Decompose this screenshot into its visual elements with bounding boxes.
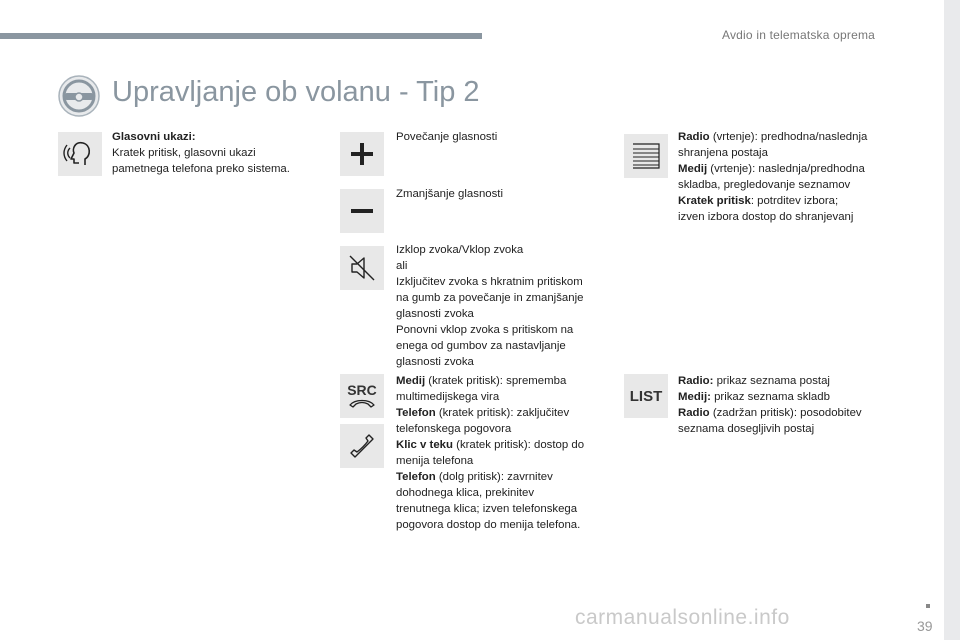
mute-description: Izklop zvoka/Vklop zvoka ali Izključitev zvoka s hkratnim pritiskom na gumb za povečanje in zmanjšanje glasnosti zvoka Ponovni vklop zvoka s pritiskom na enega od gumbov za nastavljanje glasnosti zvoka	[396, 244, 584, 368]
thumbwheel-button[interactable]	[624, 134, 668, 178]
phone-button[interactable]	[340, 424, 384, 468]
page-dot	[926, 604, 930, 608]
list-label: LIST	[629, 387, 663, 405]
watermark: carmanualsonline.info	[575, 606, 790, 629]
thumbwheel-description: Radio (vrtenje): predhodna/naslednja shranjena postaja Medij (vrtenje): naslednja/predhodna skladba, pregledovanje seznamov Kratek pritisk: potrditev izbora; izven izbora dostop do shranjevanj	[678, 131, 868, 223]
voice-command-description: Glasovni ukazi: Kratek pritisk, glasovni ukazi pametnega telefona preko sistema.	[112, 131, 290, 175]
page-title: Upravljanje ob volanu - Tip 2	[112, 76, 480, 108]
steering-wheel-icon	[57, 74, 101, 118]
minus-icon	[349, 198, 375, 224]
plus-icon	[349, 141, 375, 167]
mute-icon	[347, 253, 377, 283]
phone-hangup-icon	[347, 397, 377, 409]
page-number: 39	[917, 618, 933, 634]
volume-down-description: Zmanjšanje glasnosti	[396, 188, 503, 200]
list-description: Radio: prikaz seznama postaj Medij: prikaz seznama skladb Radio (zadržan pritisk): posodobitev seznama dosegljivih postaj	[678, 375, 862, 435]
src-label: SRC	[347, 382, 377, 398]
list-button[interactable]	[624, 374, 668, 418]
src-button[interactable]	[340, 374, 384, 418]
side-strip	[944, 0, 960, 640]
volume-up-description: Povečanje glasnosti	[396, 131, 498, 143]
src-phone-description: Medij (kratek pritisk): sprememba multimedijskega vira Telefon (kratek pritisk): zaključitev telefonskega pogovora Klic v teku (kratek pritisk): dostop do menija telefona Telefon (dolg pritisk): zavrnitev dohodnega klica, prekinitev trenutnega klica; izven telefonskega pogovora dostop do menija telefona.	[396, 375, 585, 531]
volume-down-button[interactable]	[340, 189, 384, 233]
mute-button[interactable]	[340, 246, 384, 290]
volume-up-button[interactable]	[340, 132, 384, 176]
voice-command-icon	[63, 137, 97, 171]
phone-icon	[347, 431, 377, 461]
voice-command-button[interactable]	[58, 132, 102, 176]
header-bar	[0, 33, 482, 39]
section-title: Avdio in telematska oprema	[722, 28, 876, 42]
thumbwheel-icon	[630, 141, 662, 171]
